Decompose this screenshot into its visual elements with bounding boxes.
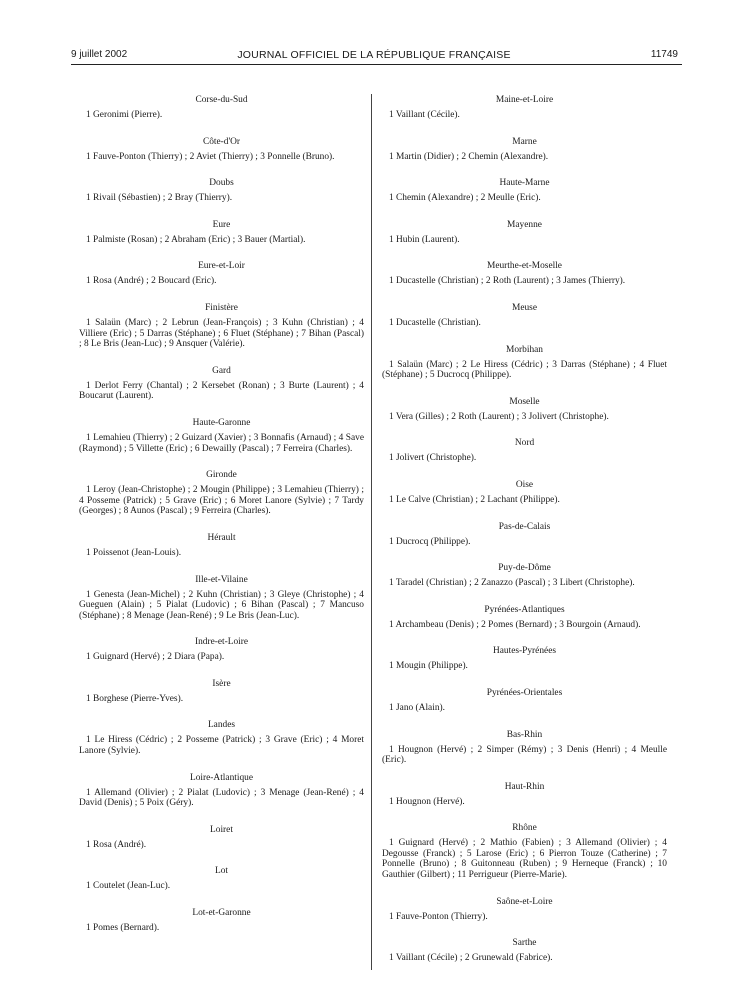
department-section — [79, 636, 364, 663]
section-spacer — [382, 464, 667, 479]
department-section — [382, 219, 667, 246]
department-heading: Ille-et-Vilaine — [195, 574, 248, 585]
ranking-list: 1 Mougin (Philippe). — [389, 661, 468, 672]
ranking-list: 1 Guignard (Hervé) ; 2 Diara (Papa). — [86, 652, 225, 663]
department-heading: Doubs — [209, 178, 234, 189]
department-heading: Bas-Rhin — [506, 729, 543, 740]
department-heading: Côte-d'Or — [202, 136, 241, 147]
section-spacer — [79, 517, 364, 532]
section-spacer — [79, 809, 364, 824]
department-heading: Meurthe-et-Moselle — [487, 261, 562, 272]
department-section — [79, 907, 364, 934]
section-spacer — [382, 506, 667, 521]
department-heading: Maine-et-Loire — [495, 95, 554, 105]
department-section — [382, 521, 667, 548]
section-spacer — [382, 287, 667, 302]
section-spacer — [382, 714, 667, 729]
department-section — [79, 136, 364, 163]
department-section — [79, 865, 364, 892]
department-heading: Finistère — [205, 302, 238, 313]
section-spacer — [79, 663, 364, 678]
department-heading: Landes — [207, 720, 236, 731]
section-spacer — [382, 589, 667, 604]
department-section — [79, 260, 364, 287]
ranking-list: 1 Borghese (Pierre-Yves). — [86, 693, 184, 704]
department-section — [382, 479, 667, 506]
ranking-list: 1 Geronimi (Pierre). — [86, 110, 163, 120]
department-heading: Gard — [212, 365, 231, 376]
ranking-list: 1 Rivail (Sébastien) ; 2 Bray (Thierry). — [86, 193, 233, 204]
department-heading: Pas-de-Calais — [498, 521, 551, 532]
department-heading: Lot — [214, 866, 229, 877]
section-spacer — [79, 892, 364, 907]
department-section — [382, 177, 667, 204]
department-heading: Corse-du-Sud — [195, 95, 248, 105]
section-spacer — [382, 766, 667, 781]
department-section — [79, 772, 364, 809]
department-heading: Saône-et-Loire — [496, 896, 553, 907]
header-rule — [71, 64, 682, 65]
publication-date: 9 juillet 2002 — [71, 49, 128, 60]
department-section — [79, 719, 364, 756]
department-heading: Sarthe — [512, 938, 537, 949]
department-section — [79, 219, 364, 246]
department-section — [79, 94, 364, 121]
department-section — [382, 437, 667, 464]
section-spacer — [382, 807, 667, 822]
ranking-list: 1 Jolivert (Christophe). — [389, 453, 477, 464]
department-heading: Eure — [212, 219, 231, 230]
ranking-list: 1 Rosa (André) ; 2 Boucard (Eric). — [86, 276, 217, 287]
section-spacer — [382, 381, 667, 396]
section-spacer — [79, 245, 364, 260]
department-section — [382, 687, 667, 714]
journal-title: JOURNAL OFFICIEL DE LA RÉPUBLIQUE FRANÇAISE — [237, 49, 511, 61]
department-heading: Loire-Atlantique — [190, 772, 253, 783]
ranking-list: 1 Hubin (Laurent). — [389, 234, 460, 245]
department-heading: Eure-et-Loir — [198, 261, 245, 272]
section-spacer — [79, 757, 364, 772]
left-column — [79, 94, 364, 934]
ranking-list: 1 Lemahieu (Thierry) ; 2 Guizard (Xavier) ; 3 Bonnafis (Arnaud) ; 4 Save (Raymond) ; 5 Villette (Eric) ; 6 Dewailly (Pascal) ; 7 Ferreira (Charles). — [79, 432, 364, 454]
section-spacer — [382, 121, 667, 136]
section-spacer — [382, 672, 667, 687]
department-heading: Hautes-Pyrénées — [493, 646, 556, 657]
section-spacer — [79, 287, 364, 302]
department-section — [382, 562, 667, 589]
department-section — [79, 365, 364, 402]
section-spacer — [79, 121, 364, 136]
ranking-list: 1 Coutelet (Jean-Luc). — [86, 881, 171, 892]
department-heading: Lot-et-Garonne — [192, 908, 251, 919]
department-section — [382, 781, 667, 808]
department-section — [79, 532, 364, 559]
ranking-list: 1 Pomes (Bernard). — [86, 923, 160, 934]
ranking-list: 1 Ducrocq (Philippe). — [389, 536, 471, 547]
ranking-list: 1 Poissenot (Jean-Louis). — [86, 547, 182, 558]
ranking-list: 1 Rosa (André). — [86, 839, 147, 850]
ranking-list: 1 Salaün (Marc) ; 2 Le Hiress (Cédric) ; 3 Darras (Stéphane) ; 4 Fluet (Stéphane) ; 5 Ducrocq (Philippe). — [382, 359, 667, 381]
ranking-list: 1 Salaün (Marc) ; 2 Lebrun (Jean-François) ; 3 Kuhn (Christian) ; 4 Villiere (Eric) ; 5 Darras (Stéphane) ; 6 Fluet (Stéphane) ; 7 Bihan (Pascal) ; 8 Le Bris (Jean-Luc) ; 9 Ansquer (Valérie). — [79, 317, 364, 350]
ranking-list: 1 Ducastelle (Christian) ; 2 Roth (Laurent) ; 3 James (Thierry). — [389, 276, 626, 287]
ranking-list: 1 Hougnon (Hervé). — [389, 796, 465, 807]
department-heading: Haute-Marne — [499, 178, 550, 189]
department-heading: Loiret — [210, 824, 233, 835]
section-spacer — [79, 402, 364, 417]
section-spacer — [382, 881, 667, 896]
ranking-list: 1 Le Calve (Christian) ; 2 Lachant (Philippe). — [389, 494, 560, 505]
department-section — [382, 136, 667, 163]
department-heading: Oise — [515, 479, 534, 490]
department-heading: Meuse — [512, 302, 537, 313]
department-heading: Hérault — [207, 532, 236, 543]
department-section — [79, 177, 364, 204]
ranking-list: 1 Fauve-Ponton (Thierry). — [389, 911, 488, 922]
ranking-list: 1 Ducastelle (Christian). — [389, 317, 481, 328]
department-section — [382, 302, 667, 329]
ranking-list: 1 Palmiste (Rosan) ; 2 Abraham (Eric) ; 3 Bauer (Martial). — [86, 234, 306, 245]
department-heading: Indre-et-Loire — [194, 637, 249, 648]
ranking-list: 1 Allemand (Olivier) ; 2 Pialat (Ludovic) ; 3 Menage (Jean-René) ; 4 David (Denis) ; 5 Poix (Géry). — [79, 787, 364, 809]
department-section — [382, 344, 667, 381]
ranking-list: 1 Jano (Alain). — [389, 702, 445, 713]
section-spacer — [382, 922, 667, 937]
department-section — [79, 469, 364, 517]
ranking-list: 1 Archambeau (Denis) ; 2 Pomes (Bernard) ; 3 Bourgoin (Arnaud). — [389, 619, 641, 630]
department-section — [382, 822, 667, 880]
department-section — [382, 260, 667, 287]
section-spacer — [382, 329, 667, 344]
section-spacer — [382, 245, 667, 260]
ranking-list: 1 Taradel (Christian) ; 2 Zanazzo (Pascal) ; 3 Libert (Christophe). — [389, 578, 635, 589]
department-section — [79, 302, 364, 350]
department-heading: Rhône — [512, 823, 537, 834]
section-spacer — [79, 454, 364, 469]
department-heading: Moselle — [509, 396, 540, 407]
section-spacer — [382, 162, 667, 177]
section-spacer — [382, 547, 667, 562]
ranking-list: 1 Guignard (Hervé) ; 2 Mathio (Fabien) ; 3 Allemand (Olivier) ; 4 Degousse (Franck) ; 5 Larose (Eric) ; 6 Pierron Touze (Catherine) ; 7 Ponnelle (Bruno) ; 8 Guitonneau (Ruben) ; 9 Herneque (Franck) ; 10 Gauthier (Gilbert) ; 11 Perrigueur (Pierre-Marie). — [382, 838, 667, 881]
ranking-list: 1 Genesta (Jean-Michel) ; 2 Kuhn (Christian) ; 3 Gleye (Christophe) ; 4 Gueguen (Alain) ; 5 Pialat (Ludovic) ; 6 Bihan (Pascal) ; 7 Mancuso (Stéphane) ; 8 Menage (Jean-René) ; 9 Le Bris (Jean-Luc). — [79, 589, 364, 621]
department-heading: Isère — [212, 678, 231, 689]
section-spacer — [79, 350, 364, 365]
ranking-list: 1 Vaillant (Cécile) ; 2 Grunewald (Fabrice). — [389, 953, 553, 964]
department-heading: Pyrénées-Atlantiques — [484, 604, 565, 615]
page-header — [0, 0, 748, 61]
department-section — [382, 396, 667, 423]
department-section — [382, 729, 667, 766]
section-spacer — [79, 204, 364, 219]
ranking-list: 1 Hougnon (Hervé) ; 2 Simper (Rémy) ; 3 Denis (Henri) ; 4 Meulle (Eric). — [382, 744, 667, 766]
department-section — [382, 94, 667, 121]
column-divider — [371, 94, 372, 970]
section-spacer — [79, 850, 364, 865]
section-spacer — [382, 630, 667, 645]
ranking-list: 1 Vaillant (Cécile). — [389, 110, 460, 120]
ranking-list: 1 Chemin (Alexandre) ; 2 Meulle (Eric). — [389, 193, 541, 204]
department-section — [79, 678, 364, 705]
ranking-list: 1 Vera (Gilles) ; 2 Roth (Laurent) ; 3 Jolivert (Christophe). — [389, 411, 609, 422]
ranking-list: 1 Fauve-Ponton (Thierry) ; 2 Aviet (Thierry) ; 3 Ponnelle (Bruno). — [86, 151, 335, 162]
department-section — [79, 417, 364, 454]
department-section — [382, 937, 667, 964]
department-section — [79, 574, 364, 622]
section-spacer — [79, 162, 364, 177]
department-heading: Morbihan — [506, 344, 543, 355]
ranking-list: 1 Leroy (Jean-Christophe) ; 2 Mougin (Philippe) ; 3 Lemahieu (Thierry) ; 4 Posseme (Patrick) ; 5 Grave (Eric) ; 6 Moret Lanore (Sylvie) ; 7 Tardy (Georges) ; 8 Aunos (Pascal) ; 9 Ferreira (Charles). — [79, 485, 364, 517]
section-spacer — [79, 621, 364, 636]
department-heading: Marne — [512, 136, 537, 147]
department-section — [382, 604, 667, 631]
department-section — [382, 645, 667, 672]
section-spacer — [382, 422, 667, 437]
department-heading: Pyrénées-Orientales — [486, 687, 563, 698]
section-spacer — [79, 559, 364, 574]
department-heading: Puy-de-Dôme — [498, 563, 551, 574]
department-heading: Mayenne — [507, 219, 542, 230]
ranking-list: 1 Martin (Didier) ; 2 Chemin (Alexandre). — [389, 151, 549, 162]
department-heading: Haut-Rhin — [504, 781, 545, 792]
department-heading: Gironde — [206, 470, 237, 481]
department-heading: Haute-Garonne — [192, 417, 251, 428]
right-column — [382, 94, 667, 964]
department-heading: Nord — [514, 438, 535, 449]
section-spacer — [382, 204, 667, 219]
section-spacer — [79, 704, 364, 719]
department-section — [79, 824, 364, 851]
ranking-list: 1 Le Hiress (Cédric) ; 2 Posseme (Patrick) ; 3 Grave (Eric) ; 4 Moret Lanore (Sylvie). — [79, 735, 364, 757]
page-number: 11749 — [650, 49, 678, 60]
department-section — [382, 896, 667, 923]
ranking-list: 1 Derlot Ferry (Chantal) ; 2 Kersebet (Ronan) ; 3 Burte (Laurent) ; 4 Boucarut (Laurent). — [79, 380, 364, 402]
